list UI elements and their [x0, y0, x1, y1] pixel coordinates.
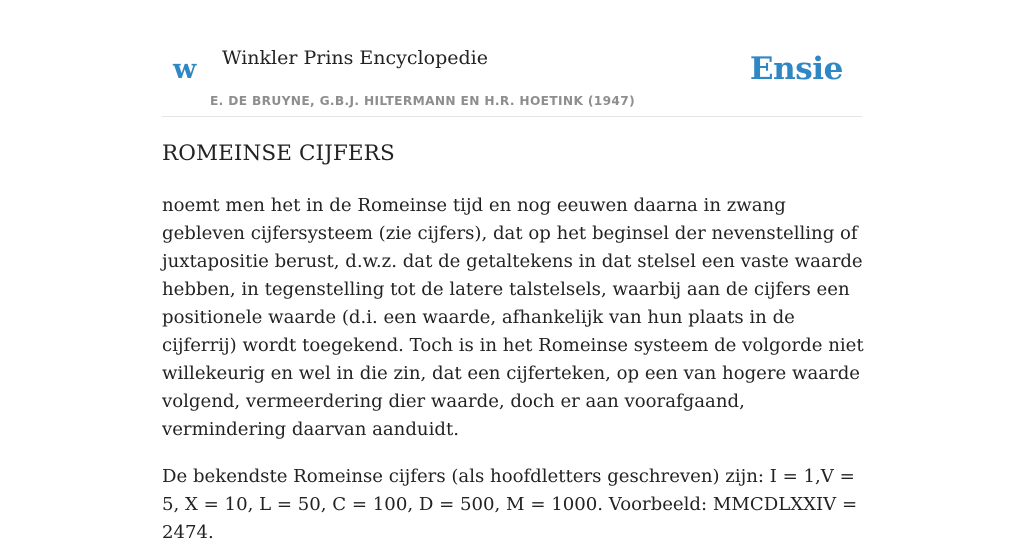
ensie-logo[interactable]: Ensie — [749, 51, 843, 87]
source-authors: E. DE BRUYNE, G.B.J. HILTERMANN EN H.R. HOETINK (1947) — [210, 94, 636, 108]
article-paragraph: De bekendste Romeinse cijfers (als hoofdletters geschreven) zijn: I = 1,V = 5, X = 10, L = 50, C = 100, D = 500, M = 1000. Voorbeeld: MMCDLXXIV = 2474. — [162, 466, 858, 543]
source-title[interactable]: Winkler Prins Encyclopedie — [222, 47, 488, 69]
article — [162, 138, 866, 547]
article-paragraph: noemt men het in de Romeinse tijd en nog eeuwen daarna in zwang gebleven cijfersysteem (zie cijfers), dat op het beginsel der nevenstelling of juxtapositie berust, d.w.z. dat de getaltekens in dat stelsel een vaste waarde hebben, in tegenstelling tot de latere talstelsels, waarbij aan de cijfers een positionele waarde (d.i. een waarde, afhankelijk van hun plaats in de cijferrij) wordt toegekend. Toch is in het Romeinse systeem de volgorde niet willekeurig en wel in die zin, dat een cijferteken, op een van hogere waarde volgend, vermeerdering dier waarde, doch er aan voorafgaand, vermindering daarvan aanduidt. — [162, 195, 864, 440]
source-header — [162, 0, 862, 117]
article-title: ROMEINSE CIJFERS — [162, 141, 395, 166]
winkler-prins-logo[interactable]: w — [173, 54, 197, 85]
